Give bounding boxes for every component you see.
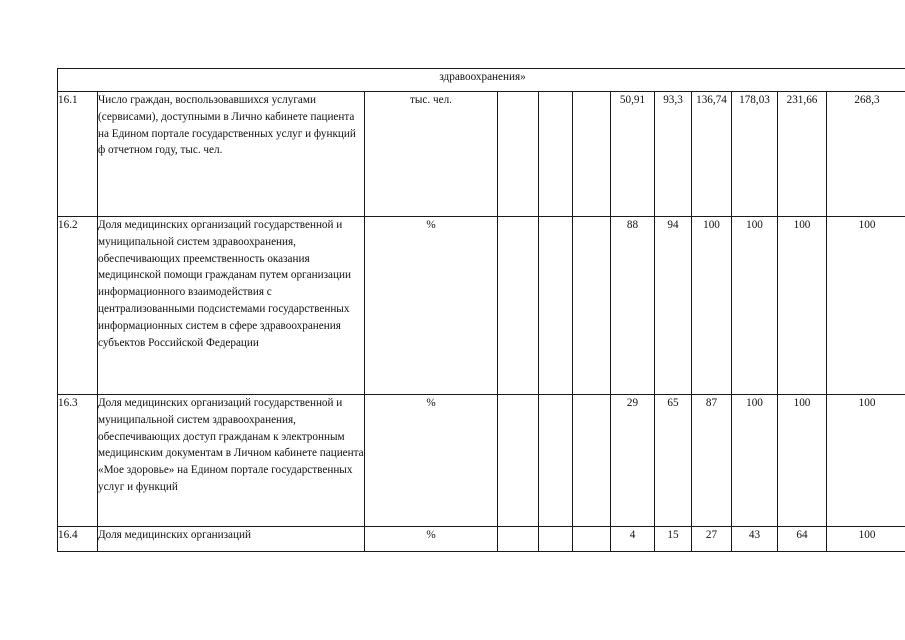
table-row — [58, 395, 905, 527]
table-row — [58, 217, 905, 395]
indicators-table — [57, 68, 905, 552]
empty-cell — [539, 395, 573, 527]
value-cell: 87 — [692, 395, 732, 527]
empty-cell — [539, 92, 573, 217]
value-cell: 100 — [778, 217, 827, 395]
value-cell: 100 — [778, 395, 827, 527]
empty-cell — [539, 527, 573, 552]
value-cell: 100 — [827, 217, 905, 395]
value-cell: 64 — [778, 527, 827, 552]
value-cell: 65 — [655, 395, 692, 527]
empty-cell — [498, 217, 539, 395]
unit-cell: % — [365, 395, 498, 527]
table-row — [58, 527, 905, 552]
value-cell: 178,03 — [732, 92, 778, 217]
value-cell: 94 — [655, 217, 692, 395]
empty-cell — [573, 527, 611, 552]
unit-cell: тыс. чел. — [365, 92, 498, 217]
value-cell: 4 — [611, 527, 655, 552]
indicator-name: Доля медицинских организаций государственной и муниципальной систем здравоохранения, обеспечивающих доступ гражданам к электронным медицинским документам в Личном кабинете пациента «Мое здоровье» на Едином портале государственных услуг и функций — [98, 395, 365, 527]
empty-cell — [573, 217, 611, 395]
empty-cell — [498, 395, 539, 527]
value-cell: 27 — [692, 527, 732, 552]
value-cell: 100 — [827, 395, 905, 527]
value-cell: 268,3 — [827, 92, 905, 217]
value-cell: 29 — [611, 395, 655, 527]
value-cell: 136,74 — [692, 92, 732, 217]
empty-cell — [539, 217, 573, 395]
value-cell: 93,3 — [655, 92, 692, 217]
empty-cell — [498, 92, 539, 217]
value-cell: 231,66 — [778, 92, 827, 217]
value-cell: 100 — [732, 217, 778, 395]
value-cell: 100 — [732, 395, 778, 527]
row-number: 16.1 — [58, 92, 98, 217]
unit-cell: % — [365, 217, 498, 395]
value-cell: 88 — [611, 217, 655, 395]
unit-cell: % — [365, 527, 498, 552]
indicator-name: Доля медицинских организаций государственной и муниципальной систем здравоохранения, обеспечивающих преемственность оказания медицинской помощи гражданам путем организации информационного взаимодействия с централизованными подсистемами государственных информационных систем в сфере здравоохранения субъектов Российской Федерации — [98, 217, 365, 395]
indicator-name: Число граждан, воспользовавшихся услугами (сервисами), доступными в Лично кабинете пациента на Едином портале государственных услуг и функций ф отчетном году, тыс. чел. — [98, 92, 365, 217]
value-cell: 15 — [655, 527, 692, 552]
value-cell: 100 — [692, 217, 732, 395]
value-cell: 43 — [732, 527, 778, 552]
row-number: 16.2 — [58, 217, 98, 395]
table-row — [58, 92, 905, 217]
value-cell: 100 — [827, 527, 905, 552]
empty-cell — [573, 92, 611, 217]
value-cell: 50,91 — [611, 92, 655, 217]
row-number: 16.3 — [58, 395, 98, 527]
row-number: 16.4 — [58, 527, 98, 552]
empty-cell — [498, 527, 539, 552]
empty-cell — [573, 395, 611, 527]
section-header-row — [58, 69, 905, 92]
indicator-name: Доля медицинских организаций — [98, 527, 365, 552]
section-header: здравоохранения» — [58, 69, 905, 92]
